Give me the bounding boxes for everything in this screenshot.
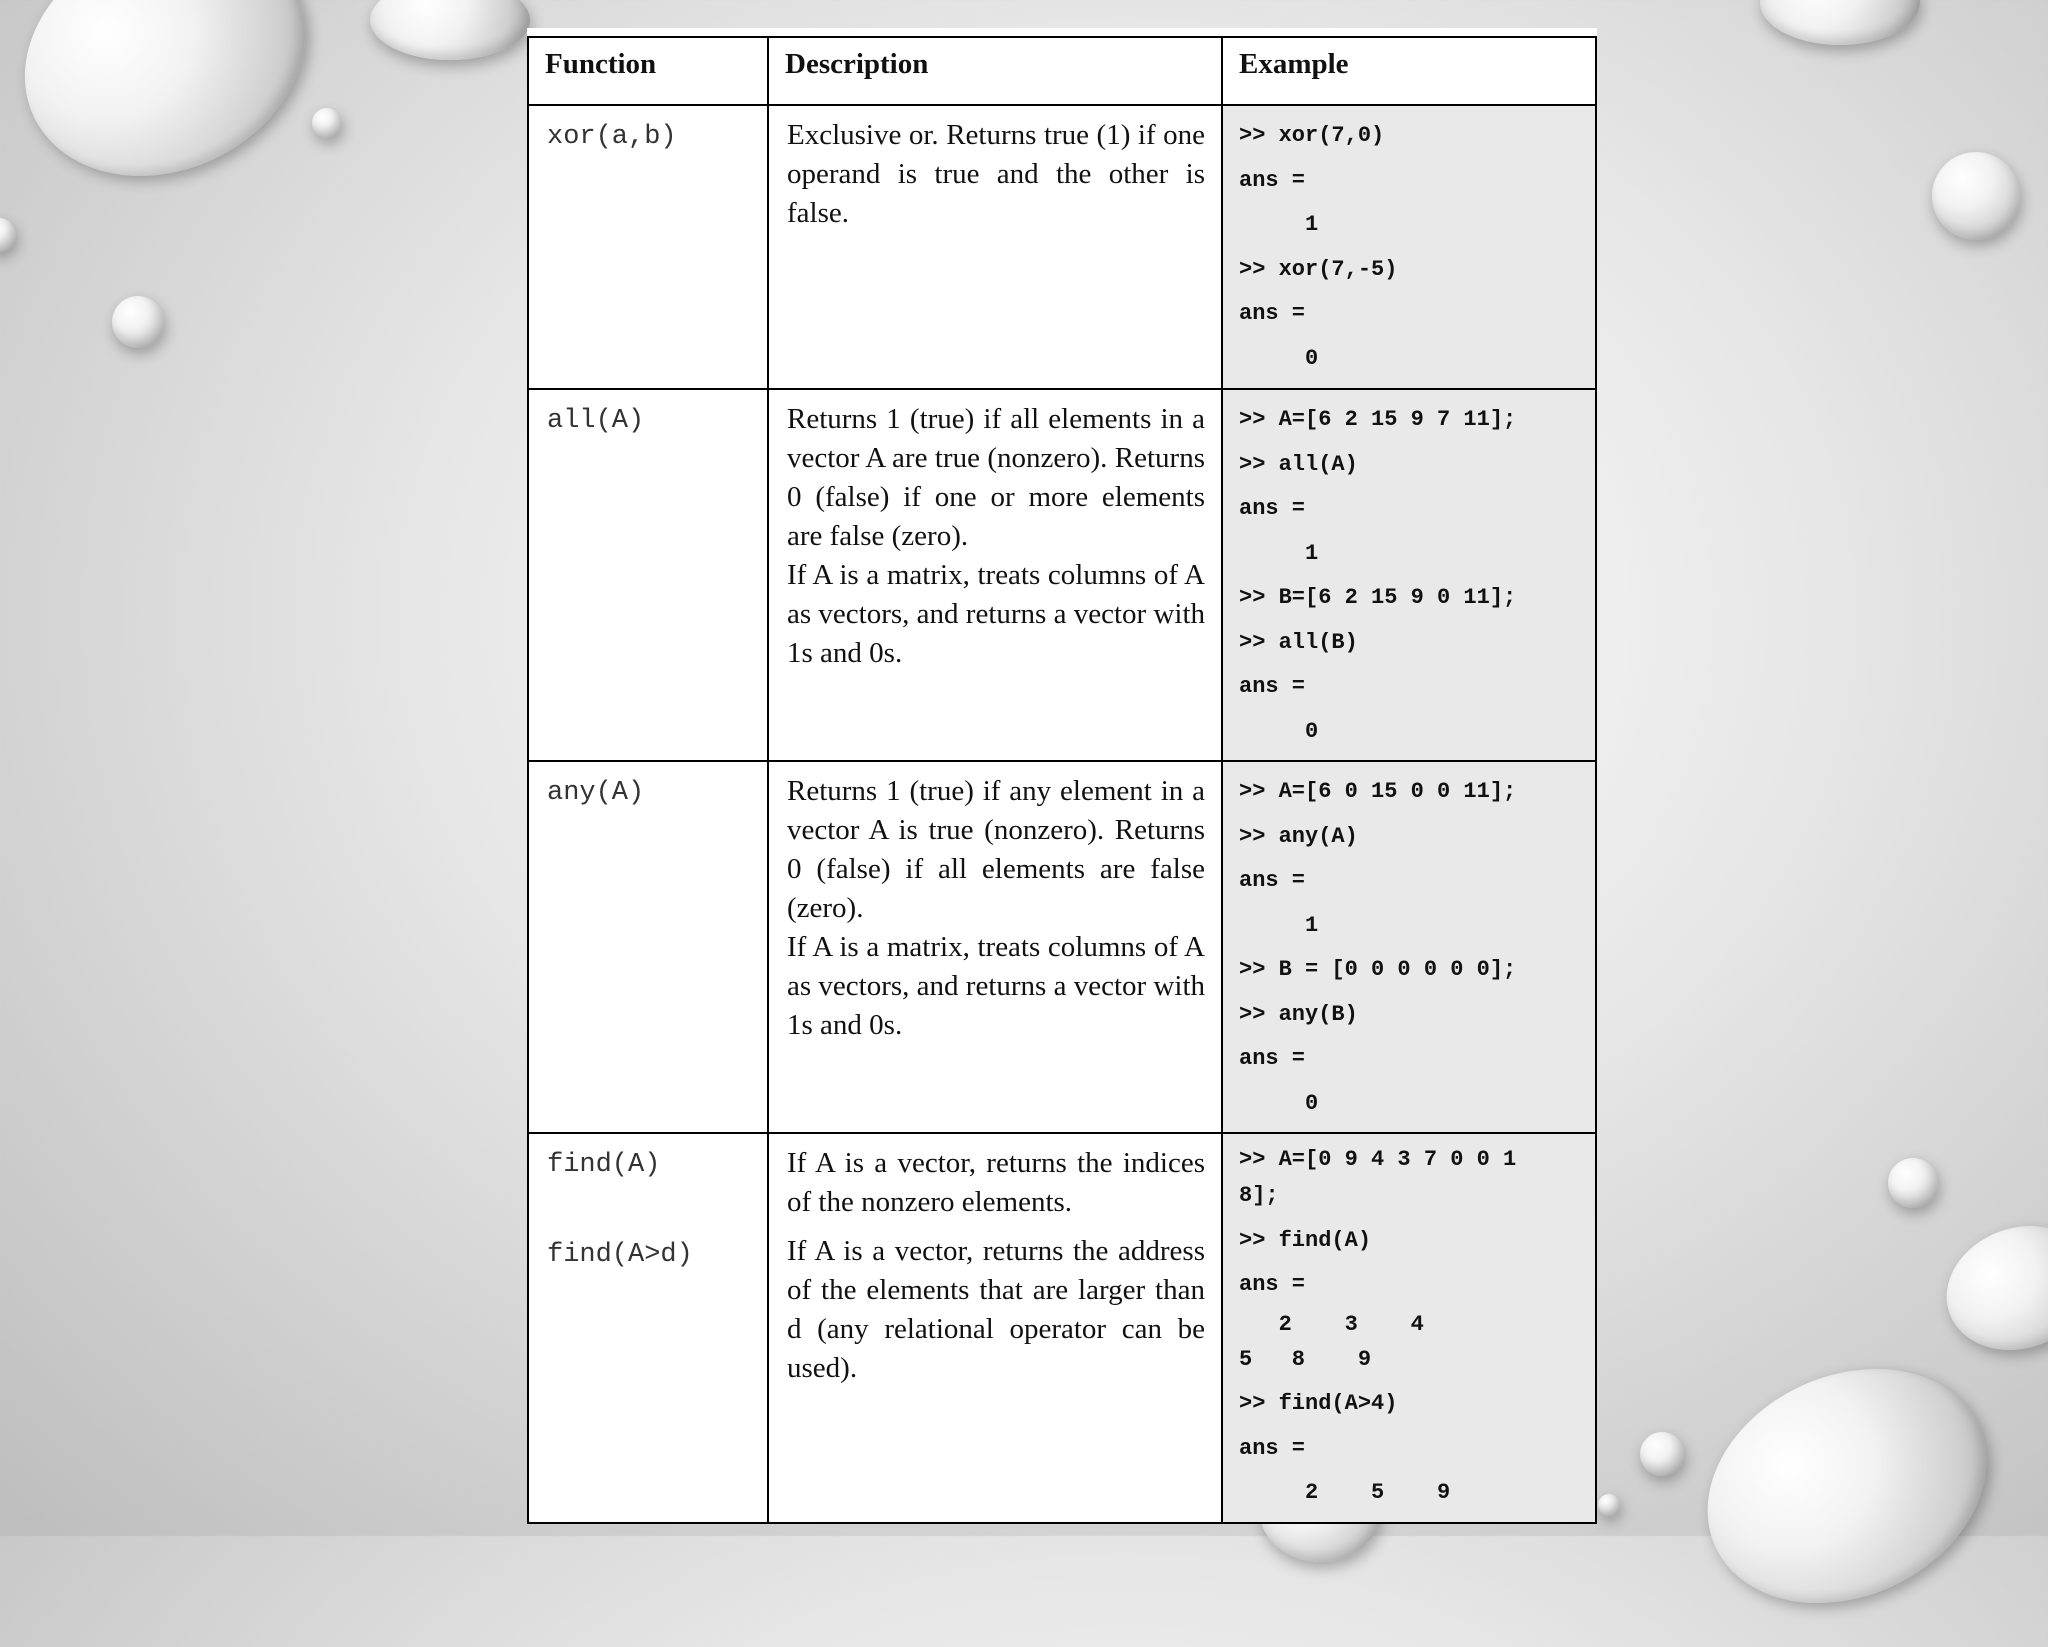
example-line: 0: [1239, 1090, 1319, 1116]
example-line: 5 8 9: [1239, 1346, 1372, 1372]
example-line: >> all(A): [1239, 451, 1358, 477]
function-name: any(A): [547, 778, 645, 808]
header-function: Function: [528, 37, 768, 105]
water-drop-decoration: [0, 0, 345, 221]
example-line: >> A=[0 9 4 3 7 0 0 1: [1239, 1147, 1517, 1172]
function-cell: [528, 105, 768, 389]
example-line: 1: [1239, 212, 1319, 237]
example-line: 1: [1239, 912, 1319, 938]
water-drop-decoration: [112, 296, 164, 348]
water-drop-decoration: [312, 108, 342, 138]
example-line: 2 5 9: [1239, 1480, 1451, 1505]
example-line: ans =: [1239, 496, 1306, 521]
example-line: >> all(B): [1239, 629, 1358, 655]
description-text: Returns 1 (true) if any element in a vector A is true (nonzero). Returns 0 (false) if all elements are false (zero).: [787, 775, 1205, 924]
header-example: Example: [1222, 37, 1596, 105]
example-line: >> find(A): [1239, 1227, 1372, 1253]
example-line: >> A=[6 2 15 9 7 11];: [1239, 407, 1517, 432]
function-cell: [528, 389, 768, 761]
example-cell: [1222, 1133, 1596, 1523]
description-text: If A is a matrix, treats columns of A as vectors, and returns a vector with 1s and 0s.: [787, 559, 1205, 669]
description-cell: [768, 1133, 1222, 1523]
example-line: >> xor(7,-5): [1239, 256, 1398, 282]
function-reference-page: [527, 28, 1597, 1505]
description-text: If A is a matrix, treats columns of A as vectors, and returns a vector with 1s and 0s.: [787, 931, 1205, 1041]
function-name: xor(a,b): [547, 122, 677, 152]
example-line: ans =: [1239, 1272, 1306, 1297]
water-drop-decoration: [1669, 1325, 2025, 1647]
table-row: [528, 1133, 1596, 1523]
water-drop-decoration: [1929, 1206, 2048, 1370]
example-line: ans =: [1239, 1046, 1306, 1071]
example-line: >> any(B): [1239, 1001, 1358, 1027]
function-cell: [528, 1133, 768, 1523]
example-line: 0: [1239, 345, 1319, 371]
water-drop-decoration: [0, 218, 16, 252]
description-cell: [768, 105, 1222, 389]
water-drop-decoration: [1640, 1432, 1684, 1476]
description-text: Exclusive or. Returns true (1) if one operand is true and the other is false.: [787, 119, 1205, 229]
logical-functions-table: [527, 36, 1597, 1524]
water-drop-decoration: [1598, 1494, 1620, 1516]
function-name: all(A): [547, 406, 645, 436]
example-line: ans =: [1239, 301, 1306, 326]
example-line: >> find(A>4): [1239, 1391, 1398, 1416]
description-text: If A is a vector, returns the indices of the nonzero elements.: [787, 1147, 1205, 1218]
water-drop-decoration: [1888, 1158, 1938, 1208]
table-header-row: [528, 37, 1596, 105]
example-line: >> B = [0 0 0 0 0 0];: [1239, 957, 1517, 982]
function-name: find(A>d): [547, 1240, 693, 1270]
example-line: 1: [1239, 540, 1319, 566]
water-drop-decoration: [1932, 152, 2020, 240]
example-line: ans =: [1239, 674, 1306, 699]
water-drop-decoration: [1760, 0, 1920, 45]
example-line: >> A=[6 0 15 0 0 11];: [1239, 779, 1517, 804]
function-cell: [528, 761, 768, 1133]
example-line: 2 3 4: [1239, 1311, 1424, 1337]
example-line: 0: [1239, 718, 1319, 744]
description-cell: [768, 761, 1222, 1133]
example-cell: [1222, 105, 1596, 389]
example-line: ans =: [1239, 167, 1306, 193]
example-line: >> xor(7,0): [1239, 123, 1385, 148]
description-text: Returns 1 (true) if all elements in a vector A are true (nonzero). Returns 0 (false) if one or more elements are false (zero).: [787, 403, 1205, 552]
example-line: 8];: [1239, 1183, 1279, 1208]
table-row: [528, 105, 1596, 389]
example-cell: [1222, 389, 1596, 761]
water-drop-decoration: [370, 0, 530, 60]
description-cell: [768, 389, 1222, 761]
example-line: >> any(A): [1239, 823, 1358, 849]
function-name: find(A): [547, 1150, 661, 1180]
table-row: [528, 389, 1596, 761]
table-row: [528, 761, 1596, 1133]
example-cell: [1222, 761, 1596, 1133]
example-line: >> B=[6 2 15 9 0 11];: [1239, 585, 1517, 610]
header-description: Description: [768, 37, 1222, 105]
example-line: ans =: [1239, 1435, 1306, 1461]
example-line: ans =: [1239, 868, 1306, 893]
description-text: If A is a vector, returns the address of the elements that are larger than d (any relational operator can be used).: [787, 1235, 1205, 1384]
